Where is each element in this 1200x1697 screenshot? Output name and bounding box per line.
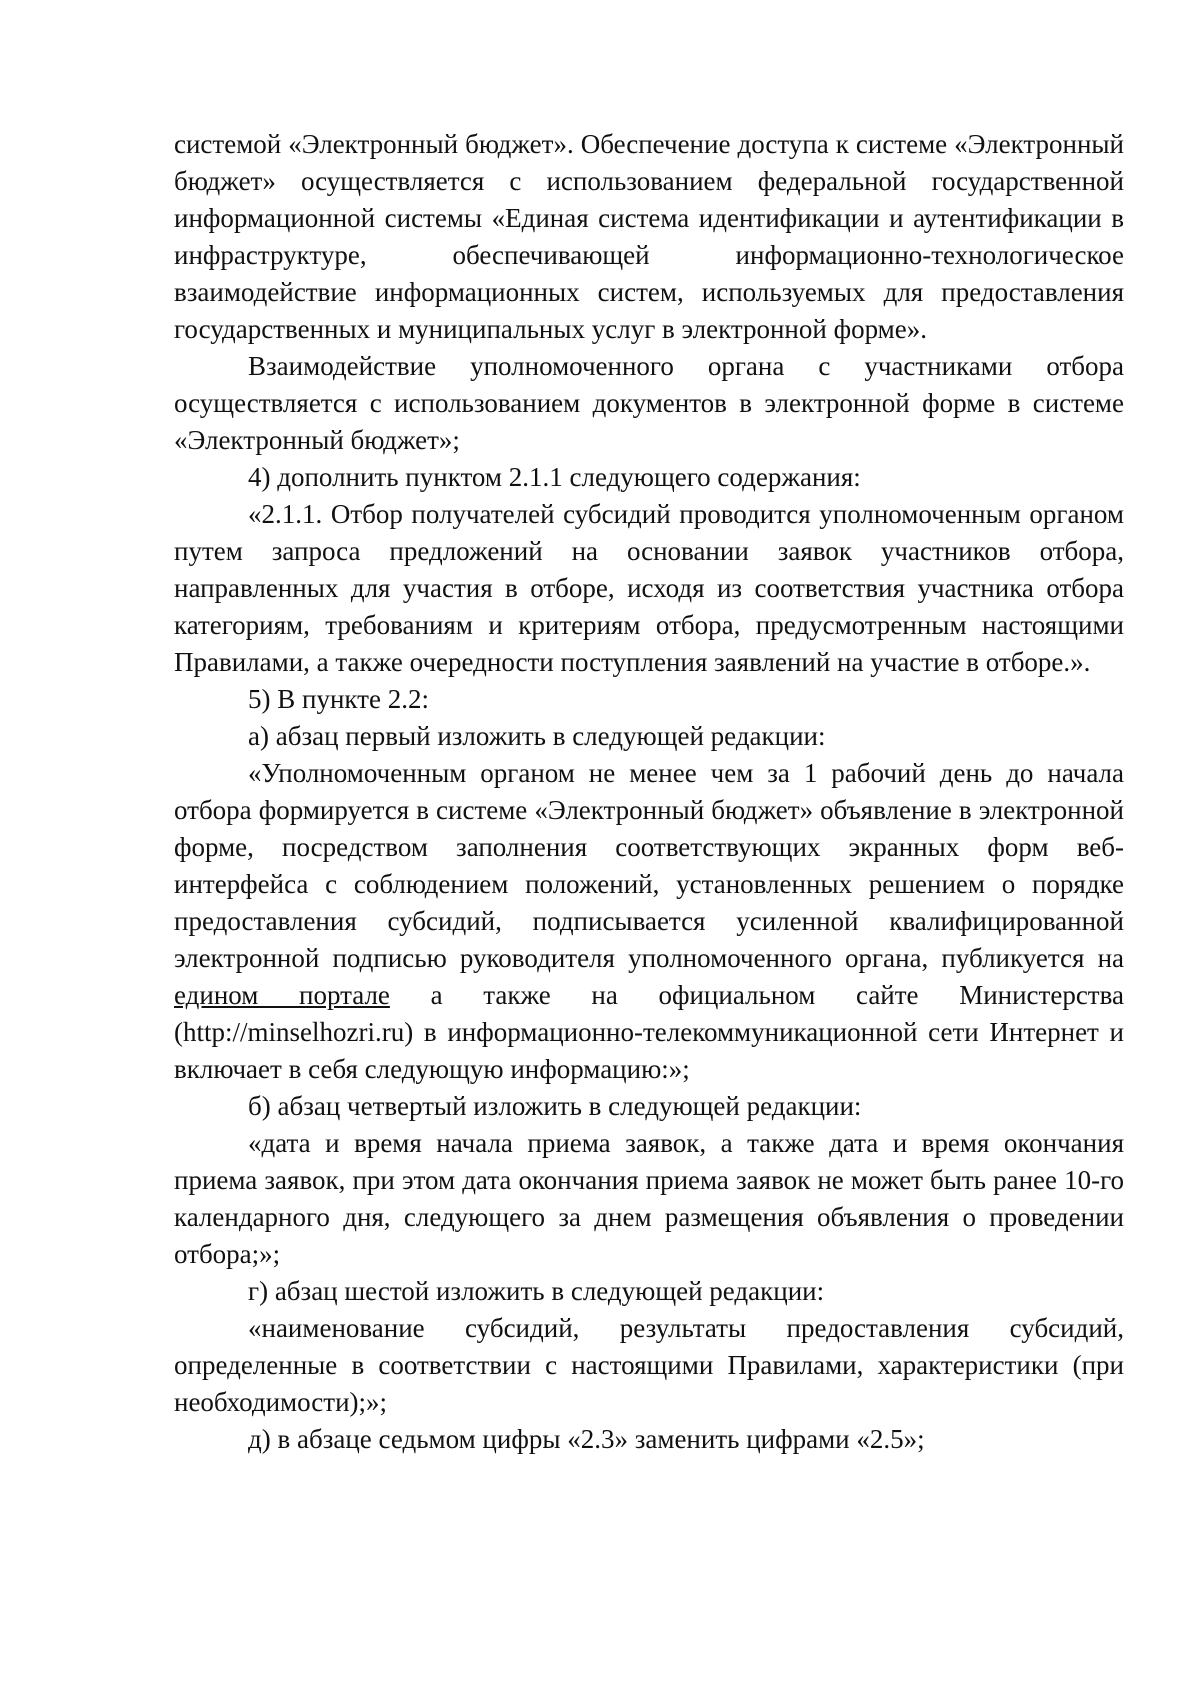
paragraph-text: 5) В пункте 2.2:	[248, 684, 429, 714]
paragraph-dates	[174, 1125, 1124, 1273]
paragraph-text: 4) дополнить пунктом 2.1.1 следующего содержания:	[248, 462, 861, 492]
paragraph-interaction	[174, 348, 1124, 459]
paragraph-text: «2.1.1. Отбор получателей субсидий проводится уполномоченным органом путем запроса предложений на основании заявок участников отбора, направленных для участия в отборе, исходя из соответствия участника отбора категориям, требованиям и критериям отбора, предусмотренным настоящими Правилами, а также очередности поступления заявлений на участие в отборе.».	[174, 499, 1124, 677]
paragraph-announcement	[174, 755, 1124, 1088]
paragraph-item-4	[174, 459, 1124, 496]
paragraph-item-g	[174, 1273, 1124, 1310]
paragraph-text: д) в абзаце седьмом цифры «2.3» заменить цифрами «2.5»;	[248, 1424, 925, 1454]
paragraph-text: системой «Электронный бюджет». Обеспечение доступа к системе «Электронный бюджет» осуществляется с использованием федеральной государственной информационной системы «Единая система идентификации и аутентификации в инфраструктуре, обеспечивающей информационно-технологическое взаимодействие информационных систем, используемых для предоставления государственных и муниципальных услуг в электронной форме».	[174, 129, 1124, 344]
paragraph-text: «дата и время начала приема заявок, а также дата и время окончания приема заявок, при этом дата окончания приема заявок не может быть ранее 10-го календарного дня, следующего за днем размещения объявления о проведении отбора;»;	[174, 1128, 1124, 1269]
document-page	[174, 126, 1124, 1458]
paragraph-item-a	[174, 718, 1124, 755]
paragraph-text: а) абзац первый изложить в следующей редакции:	[248, 721, 826, 751]
paragraph-text: Взаимодействие уполномоченного органа с участниками отбора осуществляется с использованием документов в электронной форме в системе «Электронный бюджет»;	[174, 351, 1124, 455]
paragraph-item-5	[174, 681, 1124, 718]
paragraph-text: а также на официальном сайте Министерства (http://minselhozri.ru) в информационно-телекоммуникационной сети Интернет и включает в себя следующую информацию:»;	[174, 980, 1124, 1084]
paragraph-item-d	[174, 1421, 1124, 1458]
paragraph-results	[174, 1310, 1124, 1421]
paragraph-item-b	[174, 1088, 1124, 1125]
paragraph-text: г) абзац шестой изложить в следующей редакции:	[248, 1276, 825, 1306]
unified-portal-link[interactable]: едином портале	[174, 980, 390, 1010]
paragraph-continuation	[174, 126, 1124, 348]
paragraph-text: «Уполномоченным органом не менее чем за 1 рабочий день до начала отбора формируется в системе «Электронный бюджет» объявление в электронной форме, посредством заполнения соответствующих экранных форм веб-интерфейса с соблюдением положений, установленных решением о порядке предоставления субсидий, подписывается усиленной квалифицированной электронной подписью руководителя уполномоченного органа, публикуется на	[174, 758, 1124, 973]
paragraph-text: «наименование субсидий, результаты предоставления субсидий, определенные в соответствии с настоящими Правилами, характеристики (при необходимости);»;	[174, 1313, 1124, 1417]
paragraph-2-1-1	[174, 496, 1124, 681]
paragraph-text: б) абзац четвертый изложить в следующей редакции:	[248, 1091, 862, 1121]
